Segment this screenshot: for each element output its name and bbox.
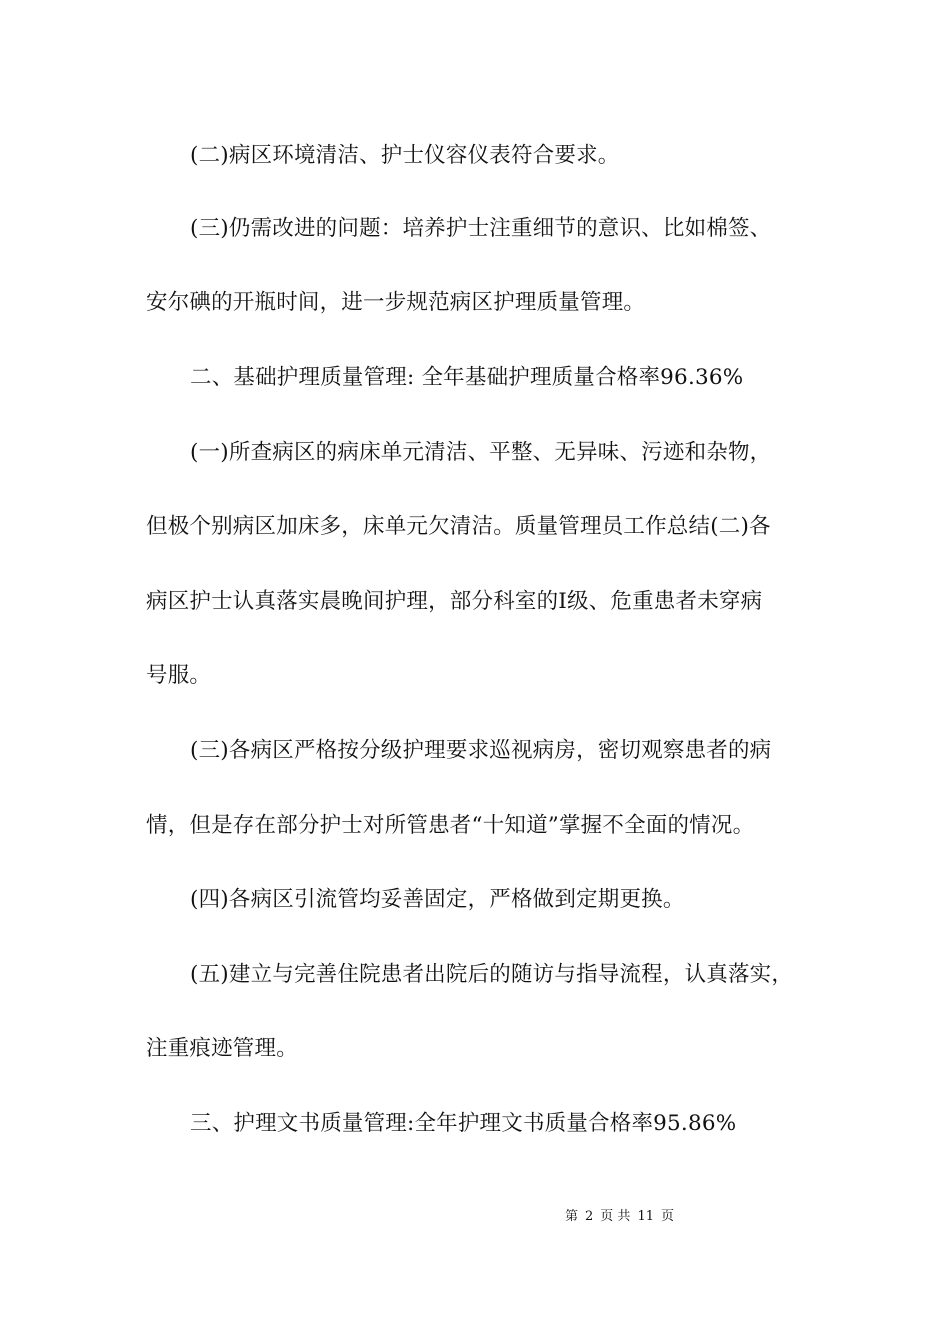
paragraph-line: 病区护士认真落实晨晚间护理，部分科室的Ⅰ级、危重患者未穿病 <box>146 589 763 614</box>
section-heading: 二、基础护理质量管理: 全年基础护理质量合格率96.36% <box>190 365 744 390</box>
paragraph-line: (三)各病区严格按分级护理要求巡视病房，密切观察患者的病 <box>190 738 772 763</box>
footer-prefix: 第 <box>565 1209 579 1224</box>
paragraph-line: (二)病区环境清洁、护士仪容仪表符合要求。 <box>190 143 620 168</box>
paragraph-line: 号服。 <box>146 663 212 688</box>
footer-current-page: 2 <box>585 1209 594 1224</box>
paragraph-line: (四)各病区引流管均妥善固定，严格做到定期更换。 <box>190 887 685 912</box>
footer-suffix: 页 <box>660 1209 674 1224</box>
paragraph-line: (一)所查病区的病床单元清洁、平整、无异味、污迹和杂物， <box>190 440 772 465</box>
paragraph-line: 安尔碘的开瓶时间，进一步规范病区护理质量管理。 <box>146 290 646 315</box>
footer-middle: 页 共 <box>600 1209 631 1224</box>
paragraph-line: 注重痕迹管理。 <box>146 1036 298 1061</box>
paragraph-line: (五)建立与完善住院患者出院后的随访与指导流程，认真落实， <box>190 962 794 987</box>
paragraph-line: 情，但是存在部分护士对所管患者“十知道”掌握不全面的情况。 <box>146 813 755 838</box>
paragraph-line: (三)仍需改进的问题：培养护士注重细节的意识、比如棉签、 <box>190 216 772 241</box>
paragraph-line: 但极个别病区加床多，床单元欠清洁。质量管理员工作总结(二)各 <box>146 514 771 539</box>
section-heading: 三、护理文书质量管理:全年护理文书质量合格率95.86% <box>190 1111 737 1136</box>
footer-total-pages: 11 <box>637 1209 654 1224</box>
page-number <box>565 1208 681 1226</box>
